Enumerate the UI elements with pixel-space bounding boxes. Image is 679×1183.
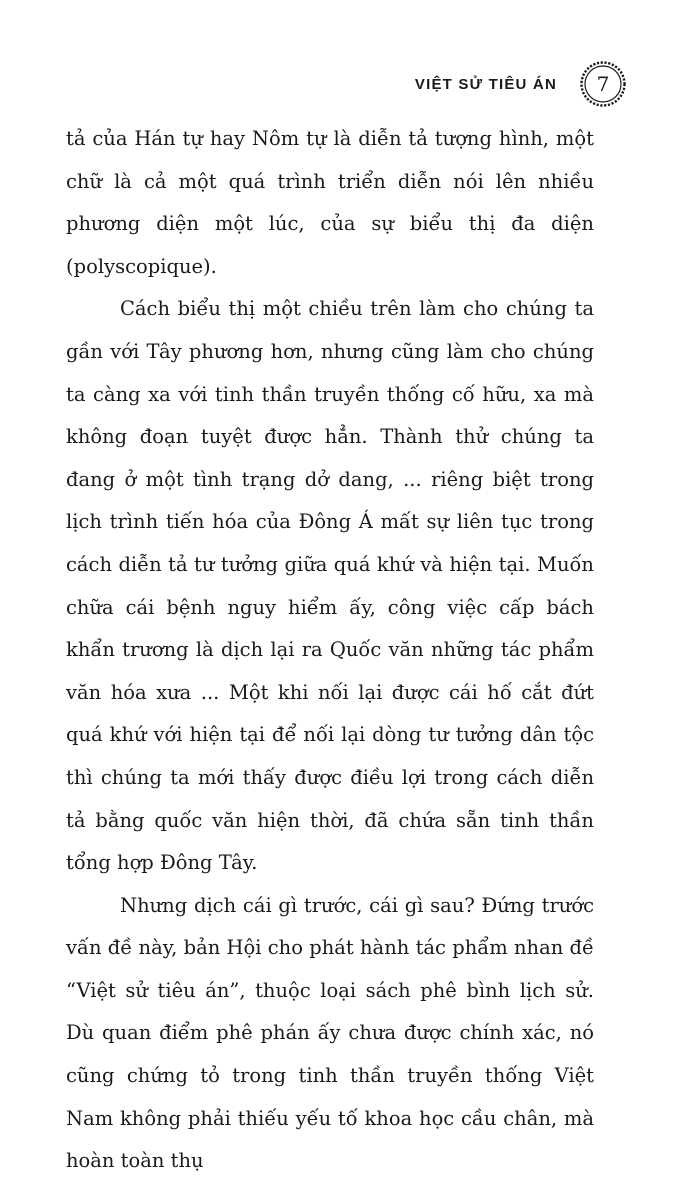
running-header <box>415 60 627 108</box>
paragraph: Nhưng dịch cái gì trước, cái gì sau? Đứng trước vấn đề này, bản Hội cho phát hành tác phẩm nhan đề “Việt sử tiêu án”, thuộc loại sách phê bình lịch sử. Dù quan điểm phê phán ấy chưa được chính xác, nó cũng chứng tỏ trong tinh thần truyền thống Việt Nam không phải thiếu yếu tố khoa học cầu chân, mà hoàn toàn thụ <box>66 893 594 1173</box>
paragraph: Cách biểu thị một chiều trên làm cho chúng ta gần với Tây phương hơn, nhưng cũng làm cho chúng ta càng xa với tinh thần truyền thống cố hữu, xa mà không đoạn tuyệt được hẳn. Thành thử chúng ta đang ở một tình trạng dở dang, ... riêng biệt trong lịch trình tiến hóa của Đông Á mất sự liên tục trong cách diễn tả tư tưởng giữa quá khứ và hiện tại. Muốn chữa cái bệnh nguy hiểm ấy, công việc cấp bách khẩn trương là dịch lại ra Quốc văn những tác phẩm văn hóa xưa ... Một khi nối lại được cái hố cắt đứt quá khứ với hiện tại để nối lại dòng tư tưởng dân tộc thì chúng ta mới thấy được điều lợi trong cách diễn tả bằng quốc văn hiện thời, đã chứa sẵn tinh thần tổng hợp Đông Tây. <box>66 297 594 875</box>
page-number-badge <box>579 60 627 108</box>
paragraph-continuation: tả của Hán tự hay Nôm tự là diễn tả tượng hình, một chữ là cả một quá trình triển diễn nói lên nhiều phương diện một lúc, của sự biểu thị đa diện (polyscopique). <box>66 127 594 278</box>
body-text <box>66 118 594 1183</box>
page-number: 7 <box>596 72 610 96</box>
running-header-title: VIỆT SỬ TIÊU ÁN <box>414 75 557 93</box>
